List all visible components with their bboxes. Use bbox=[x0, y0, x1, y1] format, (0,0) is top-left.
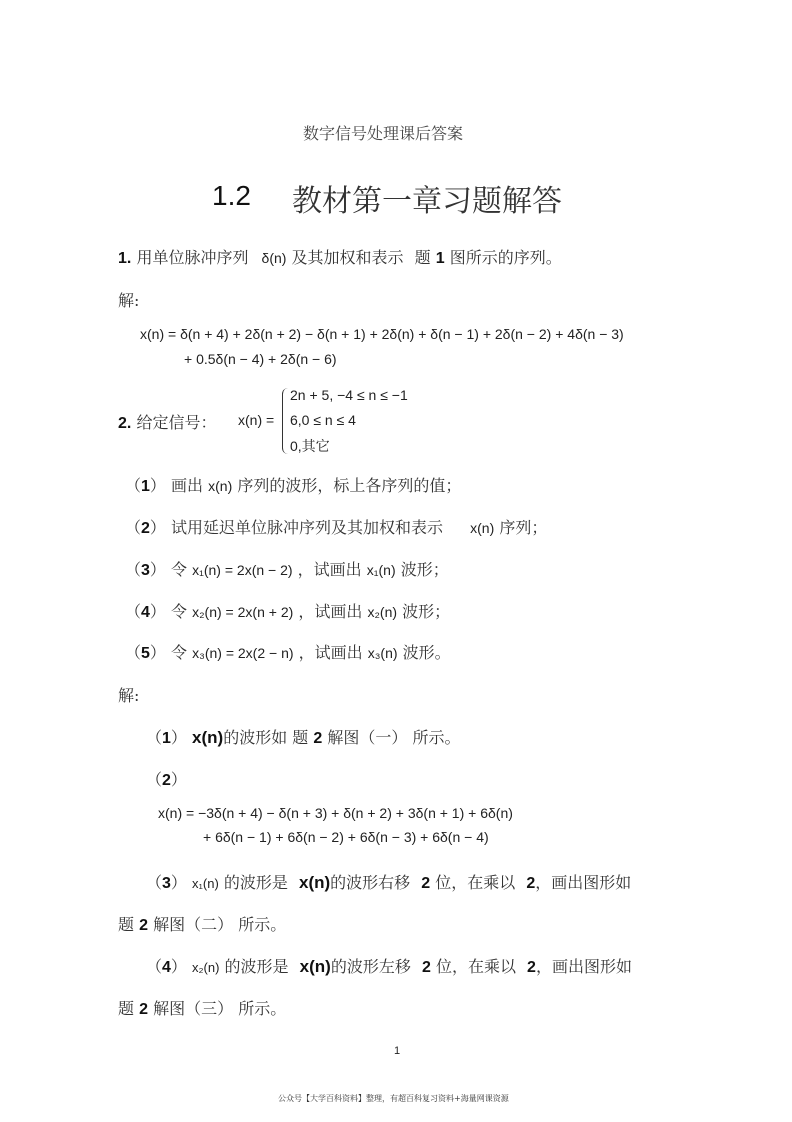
problem-1-text-a: 用单位脉冲序列 bbox=[136, 248, 249, 267]
part-2-expr: x(n) bbox=[470, 520, 495, 536]
part-3-number: 3 bbox=[141, 562, 150, 579]
sol-3-line2-ref: 2 bbox=[139, 917, 149, 934]
chapter-number: 1.2 bbox=[212, 180, 251, 211]
sol-1-text-c: 解图（一） 所示。 bbox=[327, 728, 461, 747]
sol-1-text-a: 的波形如 bbox=[223, 728, 288, 747]
equation-2-line-2: + 6δ(n − 1) + 6δ(n − 2) + 6δ(n − 3) + 6δ(n − 4) bbox=[203, 829, 489, 845]
problem-2-statement bbox=[118, 410, 216, 433]
solution-part-1: （1） x(n)的波形如 题 2 解图（一） 所示。 bbox=[146, 728, 461, 747]
piecewise-case-2: 6,0 ≤ n ≤ 4 bbox=[290, 412, 356, 428]
part-4-mid: ，试画出 bbox=[298, 602, 363, 621]
sol-4-line2-b: 解图（三） 所示。 bbox=[153, 999, 287, 1018]
solution-part-3-line-1: （3） x₁(n) 的波形是 x(n)的波形右移 2 位，在乘以 2，画出图形如 bbox=[146, 873, 632, 892]
sol-3-line2-a: 题 bbox=[118, 915, 135, 934]
piecewise-case-1: 2n + 5, −4 ≤ n ≤ −1 bbox=[290, 387, 408, 403]
sol-4-text-c: 位，在乘以 bbox=[435, 957, 516, 976]
solution-part-4-line-1: （4） x₂(n) 的波形是 x(n)的波形左移 2 位，在乘以 2，画出图形如 bbox=[146, 957, 632, 976]
part-3-pre: 令 bbox=[171, 560, 188, 579]
problem-1-text-b: 及其加权和表示 bbox=[291, 248, 404, 267]
sol-4-line2-a: 题 bbox=[118, 999, 135, 1018]
sol-1-number: 1 bbox=[162, 730, 171, 747]
part-3-expr: x₁(n) = 2x(n − 2) bbox=[192, 562, 293, 578]
sol-4-bold-expr: x(n) bbox=[299, 957, 331, 976]
problem-2-number: 2. bbox=[118, 415, 132, 432]
part-5-expr: x₃(n) = 2x(2 − n) bbox=[192, 645, 294, 661]
solution-part-4-line-2 bbox=[118, 996, 286, 1019]
sol-4-text-b: 的波形左移 bbox=[330, 957, 411, 976]
sol-4-expr: x₂(n) bbox=[192, 960, 220, 975]
solution-part-3-line-2 bbox=[118, 912, 286, 935]
solution-label-2: 解: bbox=[118, 686, 140, 705]
sol-4-text-d: ，画出图形如 bbox=[535, 957, 632, 976]
sol-4-factor: 2 bbox=[527, 959, 536, 976]
problem-1-figure-ref: 1 bbox=[435, 250, 445, 267]
sol-4-number: 4 bbox=[162, 959, 171, 976]
problem-1-text-d: 图所示的序列。 bbox=[449, 248, 562, 267]
problem-1-number: 1. bbox=[118, 250, 132, 267]
sol-1-expr: x(n) bbox=[192, 728, 224, 747]
solution-label-1: 解: bbox=[118, 291, 140, 310]
sol-3-bold-expr: x(n) bbox=[299, 873, 331, 892]
part-5-number: 5 bbox=[141, 645, 150, 662]
part-5-post: 波形。 bbox=[402, 643, 451, 662]
problem-1-statement bbox=[118, 245, 562, 268]
sol-3-shift: 2 bbox=[421, 875, 431, 892]
chapter-title: 教材第一章习题解答 bbox=[292, 184, 562, 219]
part-1-pre: 画出 bbox=[171, 476, 204, 495]
document-title: 数字信号处理课后答案 bbox=[303, 124, 464, 143]
page-number: 1 bbox=[394, 1045, 401, 1057]
sol-3-line2-b: 解图（二） 所示。 bbox=[153, 915, 287, 934]
part-1-number: 1 bbox=[141, 478, 150, 495]
part-2: （2） 试用延迟单位脉冲序列及其加权和表示 x(n) 序列； bbox=[125, 518, 548, 537]
sol-2-number: 2 bbox=[162, 772, 171, 789]
sol-1-ref: 2 bbox=[313, 730, 323, 747]
part-4-expr: x₂(n) = 2x(n + 2) bbox=[192, 604, 294, 620]
part-5-pre: 令 bbox=[171, 643, 188, 662]
part-3-post: 波形； bbox=[400, 560, 449, 579]
part-3: （3） 令 x₁(n) = 2x(n − 2) ，试画出 x₁(n) 波形； bbox=[125, 560, 449, 579]
part-5-mid: ，试画出 bbox=[298, 643, 363, 662]
sol-3-text-d: ，画出图形如 bbox=[535, 873, 632, 892]
sol-4-shift: 2 bbox=[421, 959, 431, 976]
sol-4-line2-ref: 2 bbox=[139, 1001, 149, 1018]
sol-3-text-c: 位，在乘以 bbox=[435, 873, 516, 892]
part-4-post: 波形； bbox=[402, 602, 451, 621]
sol-3-number: 3 bbox=[162, 875, 171, 892]
part-1: （1） 画出 x(n) 序列的波形，标上各序列的值； bbox=[125, 476, 462, 495]
sol-3-text-a: 的波形是 bbox=[223, 873, 288, 892]
piecewise-case-3: 0,其它 bbox=[290, 438, 330, 454]
problem-1-text-c: 题 bbox=[414, 248, 431, 267]
part-5: （5） 令 x₃(n) = 2x(2 − n) ，试画出 x₃(n) 波形。 bbox=[125, 643, 451, 662]
sol-3-factor: 2 bbox=[526, 875, 536, 892]
solution-part-2: （2） bbox=[146, 770, 187, 789]
part-4-expr2: x₂(n) bbox=[367, 604, 398, 620]
equation-1-line-1: x(n) = δ(n + 4) + 2δ(n + 2) − δ(n + 1) + 2δ(n) + δ(n − 1) + 2δ(n − 2) + 4δ(n − 3) bbox=[140, 326, 624, 342]
equation-2-line-1: x(n) = −3δ(n + 4) − δ(n + 3) + δ(n + 2) + 3δ(n + 1) + 6δ(n) bbox=[158, 805, 513, 821]
part-2-number: 2 bbox=[141, 520, 150, 537]
part-1-post: 序列的波形，标上各序列的值； bbox=[237, 476, 462, 495]
part-3-expr2: x₁(n) bbox=[366, 562, 396, 578]
part-5-expr2: x₃(n) bbox=[367, 645, 398, 661]
problem-2-text: 给定信号： bbox=[136, 413, 217, 432]
footer-note: 公众号【大学百科资料】整理，有超百科复习资料+海量网课资源 bbox=[278, 1094, 509, 1103]
part-4: （4） 令 x₂(n) = 2x(n + 2) ，试画出 x₂(n) 波形； bbox=[125, 602, 451, 621]
equation-1-line-2: + 0.5δ(n − 4) + 2δ(n − 6) bbox=[184, 351, 337, 367]
part-3-mid: ，试画出 bbox=[297, 560, 362, 579]
piecewise-lhs: x(n) = bbox=[238, 412, 275, 428]
sol-4-text-a: 的波形是 bbox=[224, 957, 289, 976]
sol-1-text-b: 题 bbox=[292, 728, 309, 747]
part-2-pre: 试用延迟单位脉冲序列及其加权和表示 bbox=[171, 518, 444, 537]
part-4-pre: 令 bbox=[171, 602, 188, 621]
sol-3-expr: x₁(n) bbox=[192, 876, 219, 891]
delta-expression: δ(n) bbox=[261, 250, 287, 266]
part-1-expr: x(n) bbox=[208, 478, 233, 494]
sol-3-text-b: 的波形右移 bbox=[330, 873, 411, 892]
part-2-post: 序列； bbox=[499, 518, 548, 537]
part-4-number: 4 bbox=[141, 604, 150, 621]
